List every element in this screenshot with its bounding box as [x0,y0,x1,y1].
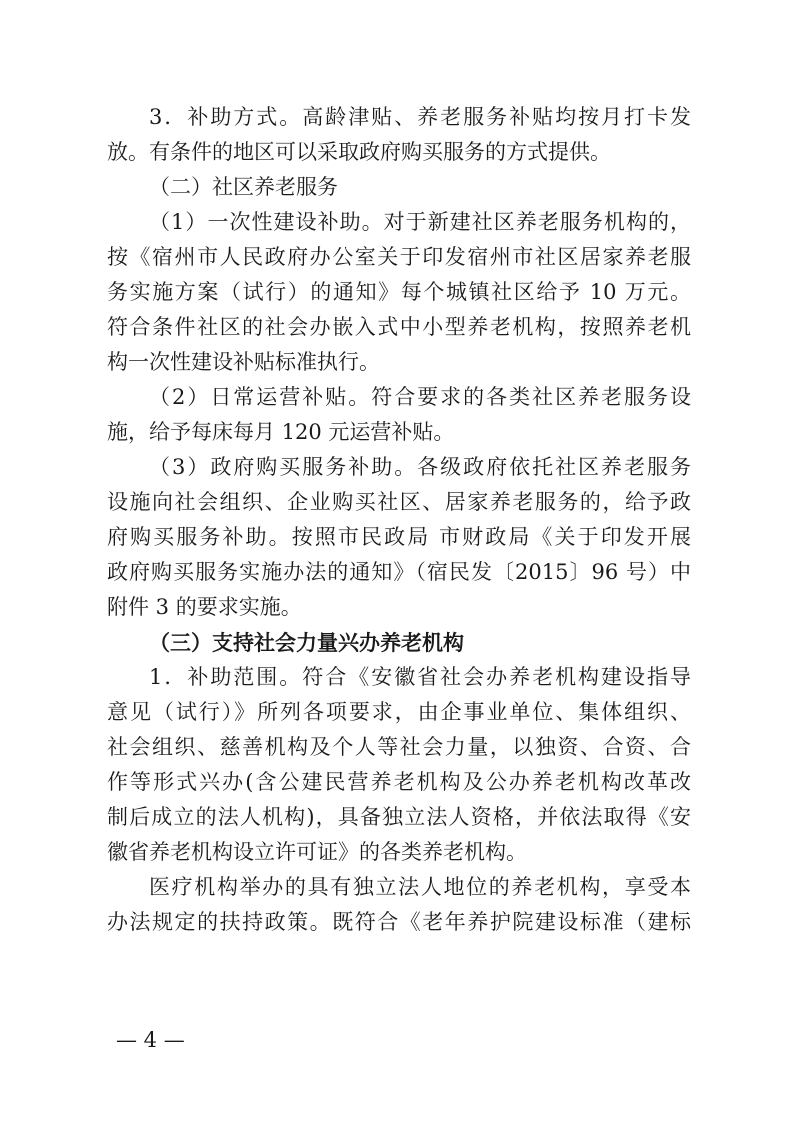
paragraph-government-purchase-line-4: 政府购买服务实施办法的通知》（宿民发〔2015〕96 号）中 [107,560,691,584]
paragraph-one-time-construction-line-4: 符合条件社区的社会办嵌入式中小型养老机构，按照养老机 [107,315,691,339]
paragraph-subsidy-scope-line-2: 意见（试行）》所列各项要求，由企事业单位、集体组织、 [107,700,691,724]
paragraph-one-time-construction-line-2: 按《宿州市人民政府办公室关于印发宿州市社区居家养老服 [107,245,691,269]
paragraph-subsidy-method-line-1: 3．补助方式。高龄津贴、养老服务补贴均按月打卡发 [149,105,691,129]
paragraph-medical-institutions-line-2: 办法规定的扶持政策。既符合《老年养护院建设标准（建标 [107,910,691,934]
paragraph-one-time-construction-line-3: 务实施方案（试行）的通知》每个城镇社区给予 10 万元。 [107,280,691,304]
paragraph-subsidy-scope-line-4: 作等形式兴办(含公建民营养老机构及公办养老机构改革改 [107,770,691,794]
paragraph-daily-operation-line-2: 施，给予每床每月 120 元运营补贴。 [107,420,455,444]
paragraph-daily-operation-line-1: （2）日常运营补贴。符合要求的各类社区养老服务设 [149,385,691,409]
paragraph-subsidy-scope-line-6: 徽省养老机构设立许可证》的各类养老机构。 [107,840,527,864]
document-body [107,100,691,940]
paragraph-subsidy-scope-line-5: 制后成立的法人机构)，具备独立法人资格，并依法取得《安 [107,805,691,829]
page-number: — 4 — [116,1028,185,1052]
paragraph-government-purchase-line-1: （3）政府购买服务补助。各级政府依托社区养老服务 [149,455,691,479]
section-heading-community-elderly-care: （二）社区养老服务 [149,175,338,199]
paragraph-subsidy-scope-line-1: 1．补助范围。符合《安徽省社会办养老机构建设指导 [149,665,691,689]
paragraph-subsidy-method-line-2: 放。有条件的地区可以采取政府购买服务的方式提供。 [107,140,611,164]
paragraph-one-time-construction-line-5: 构一次性建设补贴标准执行。 [107,350,380,374]
paragraph-government-purchase-line-2: 设施向社会组织、企业购买社区、居家养老服务的，给予政 [107,490,691,514]
paragraph-subsidy-scope-line-3: 社会组织、慈善机构及个人等社会力量，以独资、合资、合 [107,735,691,759]
paragraph-government-purchase-line-3: 府购买服务补助。按照市民政局 市财政局《关于印发开展 [107,525,691,549]
section-heading-social-forces: （三）支持社会力量兴办养老机构 [149,630,464,655]
paragraph-one-time-construction-line-1: （1）一次性建设补助。对于新建社区养老服务机构的， [149,210,691,234]
paragraph-medical-institutions-line-1: 医疗机构举办的具有独立法人地位的养老机构，享受本 [149,875,691,899]
paragraph-government-purchase-line-5: 附件 3 的要求实施。 [107,595,302,619]
